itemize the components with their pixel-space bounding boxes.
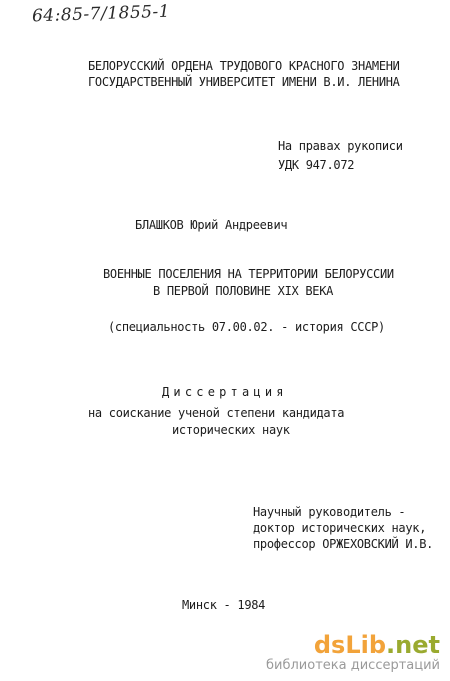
logo-part-net: .net	[386, 631, 440, 659]
supervisor-line-2: доктор исторических наук,	[253, 521, 427, 535]
watermark-subtitle: библиотека диссертаций	[266, 658, 440, 673]
dslib-logo	[266, 632, 440, 658]
dslib-watermark[interactable]	[266, 632, 440, 673]
dissertation-degree-line-1: на соискание ученой степени кандидата	[88, 406, 345, 420]
specialty: (специальность 07.00.02. - история СССР)	[108, 320, 385, 334]
university-line-1: БЕЛОРУССКИЙ ОРДЕНА ТРУДОВОГО КРАСНОГО ЗНАМЕНИ	[88, 59, 400, 73]
title-line-1: ВОЕННЫЕ ПОСЕЛЕНИЯ НА ТЕРРИТОРИИ БЕЛОРУССИИ	[103, 267, 394, 281]
udc-code: УДК 947.072	[278, 158, 355, 172]
logo-part-dslib: dsLib	[313, 631, 387, 659]
author-name: БЛАШКОВ Юрий Андреевич	[135, 218, 288, 232]
supervisor-line-1: Научный руководитель -	[253, 505, 406, 519]
dissertation-heading: Диссертация	[162, 385, 288, 399]
handwritten-catalog-code: 64:85-7/1855-1	[31, 1, 171, 27]
title-line-2: В ПЕРВОЙ ПОЛОВИНЕ XIX ВЕКА	[153, 284, 334, 298]
dissertation-degree-line-2: исторических наук	[172, 423, 290, 437]
university-line-2: ГОСУДАРСТВЕННЫЙ УНИВЕРСИТЕТ ИМЕНИ В.И. ЛЕНИНА	[88, 75, 400, 89]
manuscript-rights: На правах рукописи	[278, 139, 403, 153]
place-and-year: Минск - 1984	[182, 598, 266, 612]
supervisor-line-3: профессор ОРЖЕХОВСКИЙ И.В.	[253, 537, 434, 551]
